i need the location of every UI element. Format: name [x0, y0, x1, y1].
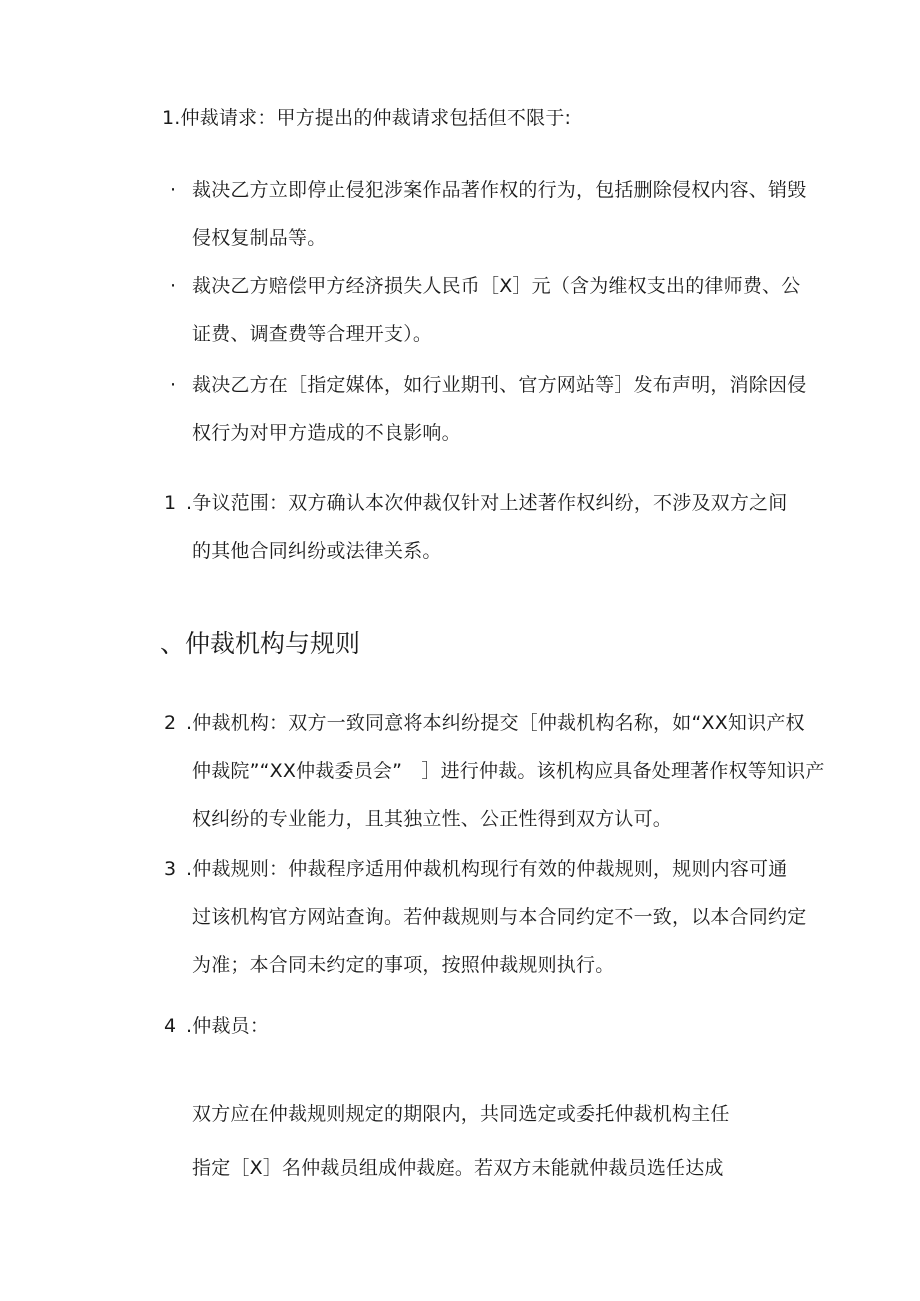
- request-item-3-line-2: 权行为对甲方造成的不良影响。: [192, 422, 461, 444]
- rules-line-1: .仲裁规则：仲裁程序适用仲裁机构现行有效的仲裁规则，规则内容可通: [186, 858, 788, 880]
- scope-line-1: .争议范围：双方确认本次仲裁仅针对上述著作权纠纷，不涉及双方之间: [186, 492, 788, 514]
- request-item-1-line-1: 裁决乙方立即停止侵犯涉案作品著作权的行为，包括删除侵权内容、销毁: [192, 179, 807, 201]
- rules-line-3: 为准；本合同未约定的事项，按照仲裁规则执行。: [192, 954, 615, 976]
- arbitrators-line-1: .仲裁员：: [186, 1015, 270, 1037]
- arbitrators-detail-line-1: 双方应在仲裁规则规定的期限内，共同选定或委托仲裁机构主任: [192, 1103, 730, 1125]
- scope-number: 1: [164, 492, 177, 514]
- institution-line-1: .仲裁机构：双方一致同意将本纠纷提交［仲裁机构名称，如“XX知识产权: [186, 712, 805, 734]
- institution-line-3: 权纠纷的专业能力，且其独立性、公正性得到双方认可。: [192, 808, 673, 830]
- arbitrators-detail-line-2: 指定［X］名仲裁员组成仲裁庭。若双方未能就仲裁员选任达成: [192, 1157, 724, 1179]
- request-heading: 1.仲裁请求：甲方提出的仲裁请求包括但不限于:: [162, 107, 572, 129]
- request-item-2-line-2: 证费、调查费等合理开支）。: [192, 323, 433, 345]
- request-item-1-line-2: 侵权复制品等。: [192, 227, 327, 249]
- rules-number: 3: [164, 858, 177, 880]
- bullet-marker: ·: [170, 374, 177, 396]
- scope-line-2: 的其他合同纠纷或法律关系。: [192, 540, 442, 562]
- request-item-2-line-1: 裁决乙方赔偿甲方经济损失人民币［X］元（含为维权支出的律师费、公: [192, 275, 801, 297]
- institution-line-2: 仲裁院”“XX仲裁委员会” ］进行仲裁。该机构应具备处理著作权等知识产: [192, 760, 825, 782]
- section-heading: 、仲裁机构与规则: [160, 629, 361, 658]
- request-item-3-line-1: 裁决乙方在［指定媒体，如行业期刊、官方网站等］发布声明，消除因侵: [192, 374, 807, 396]
- institution-number: 2: [164, 712, 177, 734]
- bullet-marker: ·: [170, 275, 177, 297]
- bullet-marker: ·: [170, 179, 177, 201]
- arbitrators-number: 4: [164, 1015, 177, 1037]
- rules-line-2: 过该机构官方网站查询。若仲裁规则与本合同约定不一致，以本合同约定: [192, 906, 807, 928]
